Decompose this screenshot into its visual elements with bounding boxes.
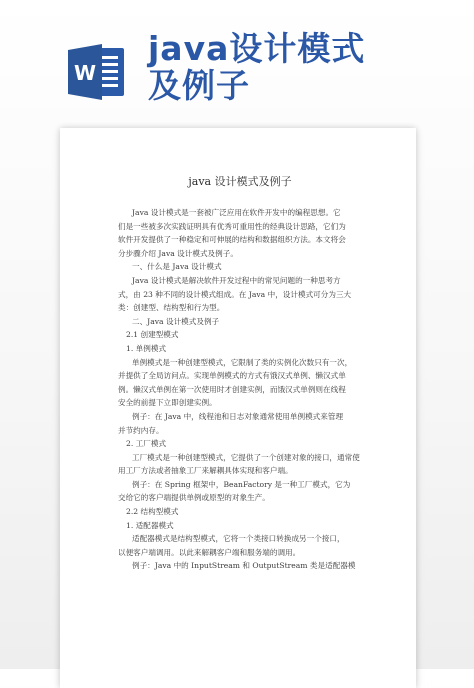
doc-line: 例子：在 Spring 框架中，BeanFactory 是一种工厂模式，它为 <box>132 479 351 489</box>
doc-line: 用工厂方法或者抽象工厂来解耦具体实现和客户端。 <box>118 466 293 476</box>
page-title <box>148 30 448 104</box>
doc-line: 交给它的客户端提供单例或原型的对象生产。 <box>118 493 270 503</box>
page-title-line-1: java设计模式 <box>148 29 366 68</box>
doc-line: 例子：Java 中的 InputStream 和 OutputStream 类是适配器模 <box>132 561 356 571</box>
doc-line: Java 设计模式是解决软件开发过程中的常见问题的一种思考方 <box>132 275 341 285</box>
doc-line: 安全的前提下立即创建实例。 <box>118 398 217 408</box>
doc-line: 们是一些被多次实践证明具有优秀可重用性的经典设计思路，它们为 <box>118 221 346 231</box>
item-heading: 1. 适配器模式 <box>126 520 174 530</box>
item-heading: 2. 工厂模式 <box>126 439 167 449</box>
section-heading: 一、什么是 Java 设计模式 <box>132 262 222 272</box>
doc-line: 并节约内存。 <box>118 425 164 435</box>
subsection-heading: 2.2 结构型模式 <box>126 507 179 517</box>
doc-line: 工厂模式是一种创建型模式，它提供了一个创建对象的接口，通常使 <box>132 452 360 462</box>
document-page <box>60 128 416 688</box>
doc-line: 单例模式是一种创建型模式，它限制了类的实例化次数只有一次， <box>132 357 353 367</box>
doc-line: 例子：在 Java 中，线程池和日志对象通常使用单例模式来管理 <box>132 411 344 421</box>
doc-line: 式，由 23 种不同的设计模式组成。在 Java 中，设计模式可分为三大 <box>118 289 352 299</box>
doc-line: Java 设计模式是一套被广泛应用在软件开发中的编程思想。它 <box>132 208 341 217</box>
word-icon <box>66 40 126 104</box>
section-heading: 二、Java 设计模式及例子 <box>132 316 220 326</box>
doc-line: 软件开发提供了一种稳定和可伸展的结构和数据组织方法。本文将会 <box>118 235 346 245</box>
word-icon-letter: W <box>73 61 97 85</box>
page-title-line-2: 及例子 <box>148 66 250 105</box>
item-heading: 1. 单例模式 <box>126 343 167 353</box>
document-body <box>118 175 362 573</box>
doc-line: 以便客户端调用。以此来解耦客户端和服务端的调用。 <box>118 547 301 557</box>
doc-line: 分步骤介绍 Java 设计模式及例子。 <box>118 248 238 258</box>
doc-line: 例。懒汉式单例在第一次使用时才创建实例，而饿汉式单例则在线程 <box>118 384 346 394</box>
document-title: java 设计模式及例子 <box>188 175 292 188</box>
doc-line: 类：创建型、结构型和行为型。 <box>118 303 225 313</box>
subsection-heading: 2.1 创建型模式 <box>126 330 179 340</box>
doc-line: 并提供了全局访问点。实现单例模式的方式有饿汉式单例、懒汉式单 <box>118 371 346 381</box>
doc-line: 适配器模式是结构型模式，它将一个类接口转换成另一个接口， <box>132 534 345 544</box>
